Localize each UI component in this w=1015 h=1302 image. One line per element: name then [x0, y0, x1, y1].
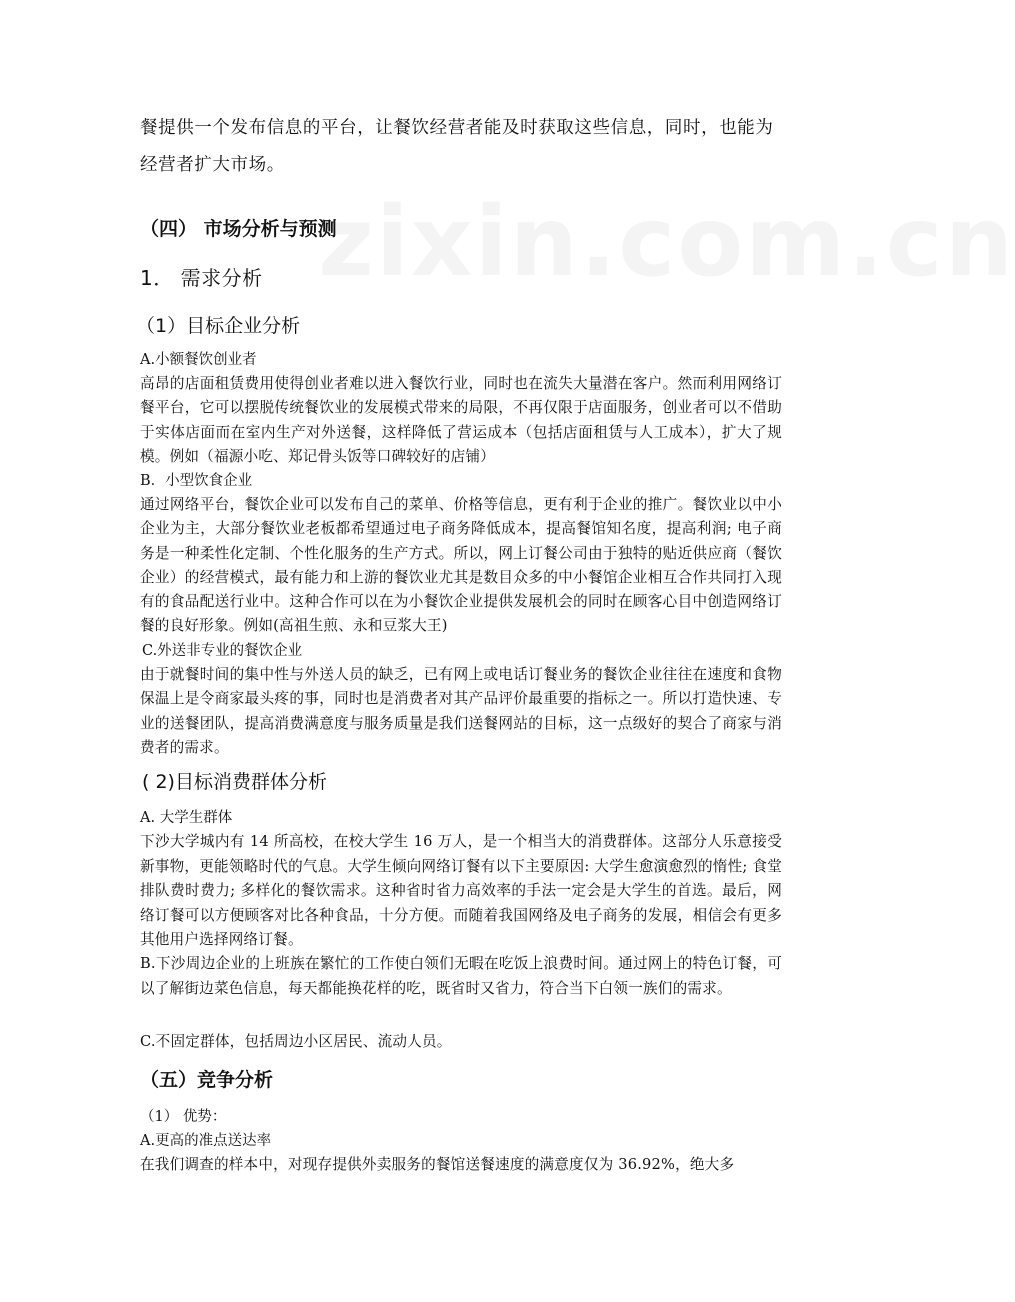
intro-paragraph: 餐提供一个发布信息的平台，让餐饮经营者能及时获取这些信息，同时，也能为经营者扩大市场。	[140, 118, 774, 175]
enterprise-a-label: A.小额餐饮创业者	[140, 352, 257, 368]
target-enterprise-heading: （1）目标企业分析	[136, 315, 301, 337]
consumer-a-label: A. 大学生群体	[140, 810, 233, 826]
document-page	[136, 0, 782, 1302]
advantage-label: （1） 优势：	[140, 1109, 227, 1125]
watermark: zixin.com.cn	[318, 186, 1015, 298]
enterprise-b-text: 通过网络平台，餐饮企业可以发布自己的菜单、价格等信息，更有利于企业的推广。餐饮业以中小企业为主，大部分餐饮业老板都希望通过电子商务降低成本，提高餐馆知名度，提高利润; 电子商务是一种柔性化定制、个性化服务的生产方式。所以，网上订餐公司由于独特的贴近供应商（餐饮企业）的经营模式，最有能力和上游的餐饮业尤其是数目众多的中小餐馆企业相互合作共同打入现有的食品配送行业中。这种合作可以在为小餐饮企业提供发展机会的同时在顾客心目中创造网络订餐的良好形象。例如(高祖生煎、永和豆浆大王)	[140, 496, 782, 635]
target-consumer-heading: ( 2)目标消费群体分析	[142, 771, 327, 793]
enterprise-b-label: B．小型饮食企业	[140, 473, 253, 489]
consumer-b-text: B.下沙周边企业的上班族在繁忙的工作使白领们无暇在吃饭上浪费时间。通过网上的特色订餐，可以了解街边菜色信息，每天都能换花样的吃，既省时又省力，符合当下白领一族们的需求。	[140, 955, 782, 997]
consumer-c-text: C.不固定群体，包括周边小区居民、流动人员。	[140, 1033, 452, 1050]
consumer-a-text: 下沙大学城内有 14 所高校，在校大学生 16 万人，是一个相当大的消费群体。这部分人乐意接受新事物，更能领略时代的气息。大学生倾向网络订餐有以下主要原因: 大学生愈演愈烈的惰性; 食堂排队费时费力; 多样化的餐饮需求。这种省时省力高效率的手法一定会是大学生的首选。最后，网络订餐可以方便顾客对比各种食品，十分方便。而随着我国网络及电子商务的发展，相信会有更多其他用户选择网络订餐。	[140, 833, 782, 948]
section4-title: （四） 市场分析与预测	[140, 218, 337, 240]
advantage-a-label: A.更高的准点送达率	[140, 1133, 272, 1149]
enterprise-c-label: C.外送非专业的餐饮企业	[142, 643, 303, 659]
enterprise-a-text: 高昂的店面租赁费用使得创业者难以进入餐饮行业，同时也在流失大量潜在客户。然而利用网络订餐平台，它可以摆脱传统餐饮业的发展模式带来的局限，不再仅限于店面服务，创业者可以不借助于实体店面而在室内生产对外送餐，这样降低了营运成本（包括店面租赁与人工成本），扩大了规模。例如（福源小吃、郑记骨头饭等口碑较好的店铺）	[140, 375, 782, 465]
advantage-a-text: 在我们调查的样本中，对现存提供外卖服务的餐馆送餐速度的满意度仅为 36.92%，绝大多	[140, 1156, 735, 1173]
demand-analysis-heading: 1． 需求分析	[140, 266, 263, 290]
enterprise-c-text: 由于就餐时间的集中性与外送人员的缺乏，已有网上或电话订餐业务的餐饮企业往往在速度和食物保温上是令商家最头疼的事，同时也是消费者对其产品评价最重要的指标之一。所以打造快速、专业的送餐团队，提高消费满意度与服务质量是我们送餐网站的目标，这一点级好的契合了商家与消费者的需求。	[140, 666, 782, 756]
section5-title: （五）竞争分析	[140, 1069, 274, 1091]
